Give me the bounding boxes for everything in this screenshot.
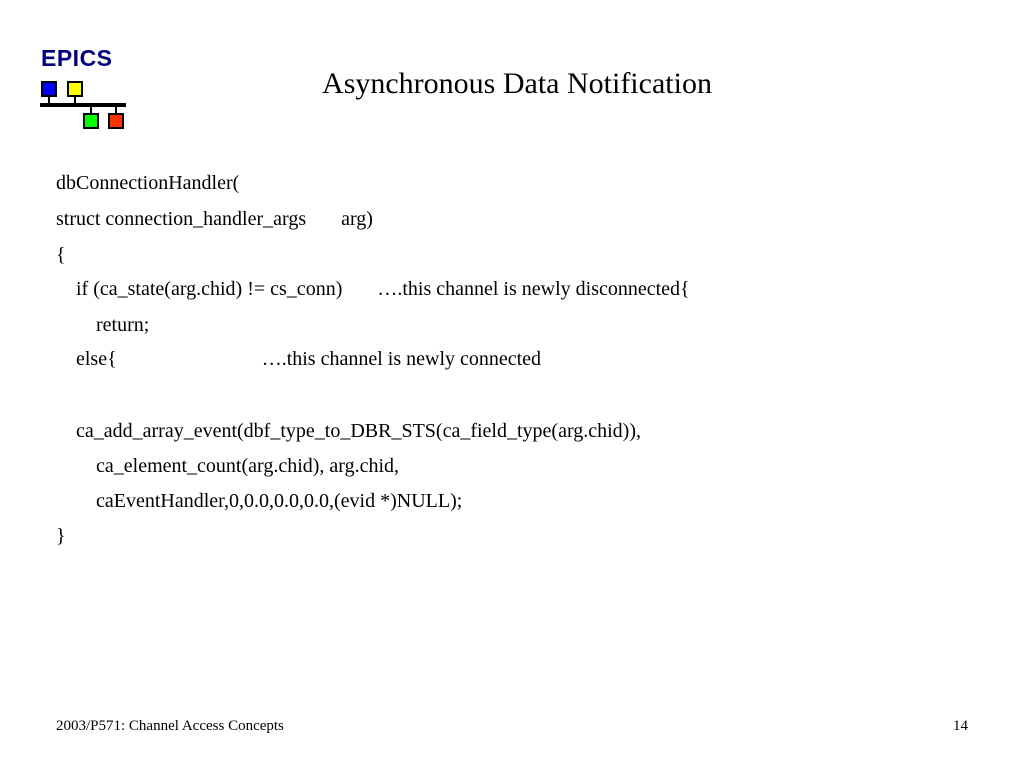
- slide-title: Asynchronous Data Notification: [322, 67, 712, 100]
- code-line: ca_add_array_event(dbf_type_to_DBR_STS(ca_field_type(arg.chid)),: [56, 420, 641, 442]
- code-line: else{ ….this channel is newly connected: [56, 348, 542, 370]
- code-line: struct connection_handler_args arg): [56, 208, 373, 230]
- code-line: ca_element_count(arg.chid), arg.chid,: [56, 455, 400, 477]
- page-number: 14: [953, 718, 968, 734]
- code-line: if (ca_state(arg.chid) != cs_conn) ….this channel is newly disconnected{: [56, 278, 690, 300]
- green-node: [84, 114, 98, 128]
- code-line: {: [56, 244, 66, 266]
- code-line: dbConnectionHandler(: [56, 172, 240, 194]
- code-line: caEventHandler,0,0.0,0.0,0.0,(evid *)NULL);: [56, 490, 463, 512]
- footer-course-label: 2003/P571: Channel Access Concepts: [56, 718, 284, 734]
- code-line: return;: [56, 314, 150, 336]
- logo-text: EPICS: [41, 45, 113, 71]
- red-node: [109, 114, 123, 128]
- code-line: }: [56, 525, 66, 547]
